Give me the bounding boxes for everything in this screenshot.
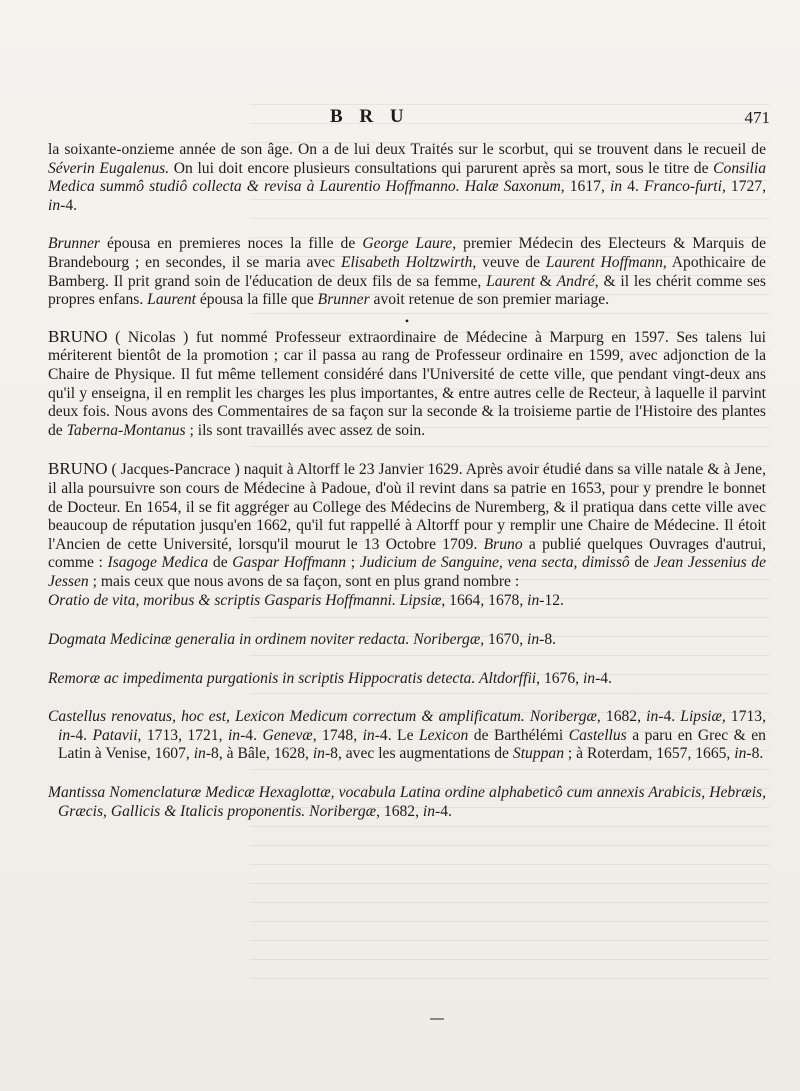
paragraph-brunner-family [48,235,766,309]
work-entry [48,631,766,650]
text-run: -8, avec les augmentations de [324,745,513,763]
text-run: , 1713, 1721, [137,726,228,744]
text-run-italic: in [422,802,436,820]
text-run: épousa en premieres noces la fille de [99,235,363,253]
work-title: Judicium de Sanguine, vena secta, dimissô [359,554,630,572]
text-run: , 1682, [376,802,423,820]
page-body [48,141,766,841]
person-name: Brunner [48,235,100,253]
text-run: -8. [746,745,764,763]
text-run: -4. [60,196,78,214]
text-run: de [629,554,654,572]
text-run: -8. [539,631,557,649]
text-run-italic: in [312,745,325,763]
running-head: B R U [330,106,410,127]
text-run-italic: in [193,745,206,763]
work-title: Castellus renovatus, hoc est, Lexicon Medicum correctum & amplificatum. Noribergæ [48,708,597,726]
person-name: Castellus [568,726,627,744]
text-run: -4. [240,726,263,744]
work-title: Consilia Medica summô studiô collecta & revisa à Laurentio Hoffmanno. Halæ Saxonum [48,159,766,196]
work-entry [48,592,766,611]
text-run: ; mais ceux que nous avons de sa façon, sont en plus grand nombre : [88,572,520,590]
person-name: Bruno [483,535,523,553]
place-name: Lipsiæ [680,708,722,726]
text-run: ; [346,554,360,572]
text-run-italic: in [227,726,241,744]
person-name: Laurent [147,291,196,309]
text-run-italic: in [362,726,375,744]
text-run-italic: Franco-furti [643,178,722,196]
text-run: de [208,554,233,572]
text-run: On lui doit encore plusieurs consultations qui parurent après sa mort, sous le titre de [169,159,714,177]
paragraph-continuation [48,141,766,215]
text-run-italic: in [582,669,596,687]
place-name: Genevæ [262,726,313,744]
text-run: , 1670, [480,631,528,649]
person-name: Taberna-Montanus [66,421,186,439]
person-name: Stuppan [512,745,565,763]
footer-dash [430,1018,444,1020]
text-run: , 1682, [596,708,647,726]
separator-dot: • [404,313,410,328]
place-name: Patavii [92,726,138,744]
text-run: -4. [658,708,681,726]
text-run: , veuve de [472,253,546,271]
text-run: -4. [595,669,612,687]
work-entry [48,670,766,689]
work-title: Isagoge Medica [107,554,209,572]
text-run: ; à Roterdam, 1657, 1665, [564,745,735,763]
work-entry [48,784,766,821]
person-name: Jean Jessenius de Jessen [48,554,767,590]
text-run: ; ils sont travaillés avec assez de soin. [185,421,426,439]
text-run: la soixante-onzieme année de son âge. On a de lui deux Traités sur le scorbut, qui se trouvent dans le recueil de [48,141,766,158]
text-run: , 1664, 1678, [441,592,528,610]
text-run: -8, à Bâle, 1628, [205,745,313,763]
text-run-italic: in [734,745,747,763]
text-run: a publié quelques Ouvrages d'autrui, comme : [48,535,766,572]
text-run: -4. Le [374,726,419,744]
work-title: Mantissa Nomenclaturæ Medicæ Hexaglottæ, vocabula Latina ordine alphabeticô cum annexis Arabicis, Hebræis, Græcis, Gallicis & Italicis proponentis. Noribergæ [48,784,766,820]
text-run: , & il les chérit comme ses propres enfans. [48,272,766,309]
text-run: a paru en Grec & en Latin à Venise, 1607, [58,726,766,763]
text-run-italic: in [527,592,540,610]
work-title: Lexicon [418,726,469,744]
text-run: -12. [539,592,564,610]
text-run-italic: in [58,726,71,744]
person-name: Laurent Hoffmann [545,253,663,271]
text-run-italic: in [48,196,61,214]
entry-bruno-nicolas [48,328,766,441]
person-name: George Laure [362,235,453,253]
text-run: -4. [435,802,452,820]
person-name: Elisabeth Holtzwirth [340,253,473,271]
text-run: , 1617, [560,178,610,196]
entry-heading: BRUNO [48,459,108,479]
text-run: & [534,272,557,290]
work-title: Remoræ ac impedimenta purgationis in scriptis Hippocratis detecta. Altdorffii [48,669,537,687]
work-title: Dogmata Medicinæ generalia in ordinem noviter redacta. Noribergæ [48,631,481,649]
person-name: Brunner [317,291,370,309]
page-number: 471 [744,108,770,127]
person-name: Laurent [486,272,535,290]
text-run: , Apothicaire de Bamberg. Il prit grand soin de l'éducation de deux fils de sa femme, [48,253,766,290]
person-name: Gaspar Hoffmann [232,554,347,572]
entry-bruno-jacques-pancrace [48,460,766,591]
text-run: , 1713, [721,708,766,726]
text-run: -4. [70,726,93,744]
text-run: , 1676, [536,669,583,687]
person-name: André [556,272,595,290]
text-run: 4. [622,178,644,196]
entry-heading: BRUNO [48,326,108,346]
text-run-italic: in [527,631,540,649]
text-run: , 1727, [721,178,767,196]
work-title: Oratio de vita, moribus & scriptis Gasparis Hoffmanni. Lipsiæ [48,592,442,610]
work-entry [48,708,766,764]
page-header [0,106,800,134]
text-run: , premier Médecin des Electeurs & Marquis de Brandebourg ; en secondes, il se maria avec [48,235,766,271]
text-run-italic: Séverin Eugalenus. [48,159,170,177]
text-run: , 1748, [312,726,363,744]
text-run: avoit retenue de son premier mariage. [369,291,610,309]
text-run-italic: in [646,708,659,726]
text-run-italic: in [609,178,623,196]
text-run: épousa la fille que [195,291,318,309]
text-run: de Barthélémi [468,726,569,744]
text-run: ( Jacques-Pancrace ) naquit à Altorff le 23 Janvier 1629. Après avoir étudié dans sa ville natale & à Jene, il alla poursuivre son cours de Médecine à Padoue, d'où il revint dans sa patrie en 1653, pour y prendre le bonnet de Docteur. En 1654, il se fit aggréger au College des Médecins de Nuremberg, & il pratiqua dans cette ville avec beaucoup de réputation jusqu'en 1662, qu'il fut rappellé à Altorff pour y remplir une Chaire de Médecine. Il étoit l'Ancien de cette Université, lorsqu'il mourut le 13 Octobre 1709. [48,461,766,553]
text-run: ( Nicolas ) fut nommé Professeur extraordinaire de Médecine à Marpurg en 1597. Ses talens lui mériterent bientôt de la promotion ; car il passa au rang de Professeur ordinaire en 1599, avec adjonction de la Chaire de Physique. Il fut même tellement considéré dans l'Université de cette ville, que pendant vingt-deux ans qu'il y enseigna, il en remplit les charges les plus importantes, & entre autres celle de Recteur, à laquelle il parvint deux fois. Nous avons des Commentaires de sa façon sur la seconde & la troisieme partie de l'Histoire des plantes de [48,328,766,439]
